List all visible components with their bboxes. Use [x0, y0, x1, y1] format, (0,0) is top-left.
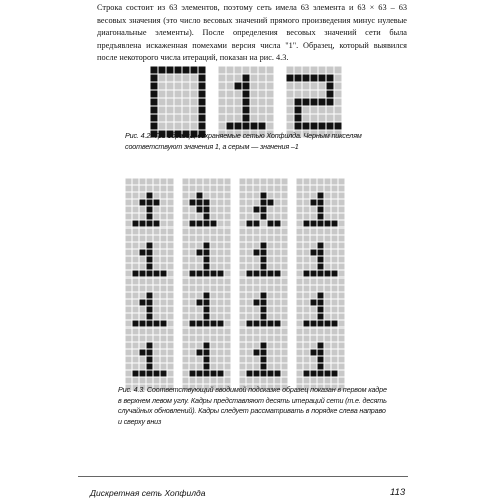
- page-number: 113: [390, 487, 406, 498]
- figure-4-2-caption: Рис. 4.2. Три образца, сохраняемые сетью Хопфилда. Черным пикселям соответствуют значения 1, а серым — значения –1: [125, 131, 362, 151]
- running-title: Дискретная сеть Хопфилда: [90, 488, 206, 498]
- stored-pattern-1: [218, 66, 274, 138]
- iteration-frame-14: [239, 328, 288, 391]
- iteration-frame-12: [125, 328, 174, 391]
- body-paragraph: Строка состоит из 63 элементов, поэтому сеть имела 63 элемента и 63 × 63 – 63 весовых значения (это число весовых значений прямого произведения минус нулевые диагональные элементы). После определения весовых значений сети была предъявлена искаженная помехами версия числа "1". Образец, который выявился после некоторого числа итераций, показан на рис. 4.3.: [97, 3, 407, 62]
- iteration-frame-13: [182, 328, 231, 391]
- stored-pattern-2: [286, 66, 342, 138]
- figure-4-3-caption: Рис. 4.3. Соответствующий вводимой подсказке образец показан в первом кадре в верхнем левом углу. Кадры представляют десять итераций сети (т.е. десять случайных обновлений). Кадры следует рассматривать в порядке слева направо и сверху вниз: [118, 385, 387, 426]
- iteration-frame-15: [296, 328, 345, 391]
- footer-rule: [78, 476, 408, 477]
- stored-pattern-0: [150, 66, 206, 138]
